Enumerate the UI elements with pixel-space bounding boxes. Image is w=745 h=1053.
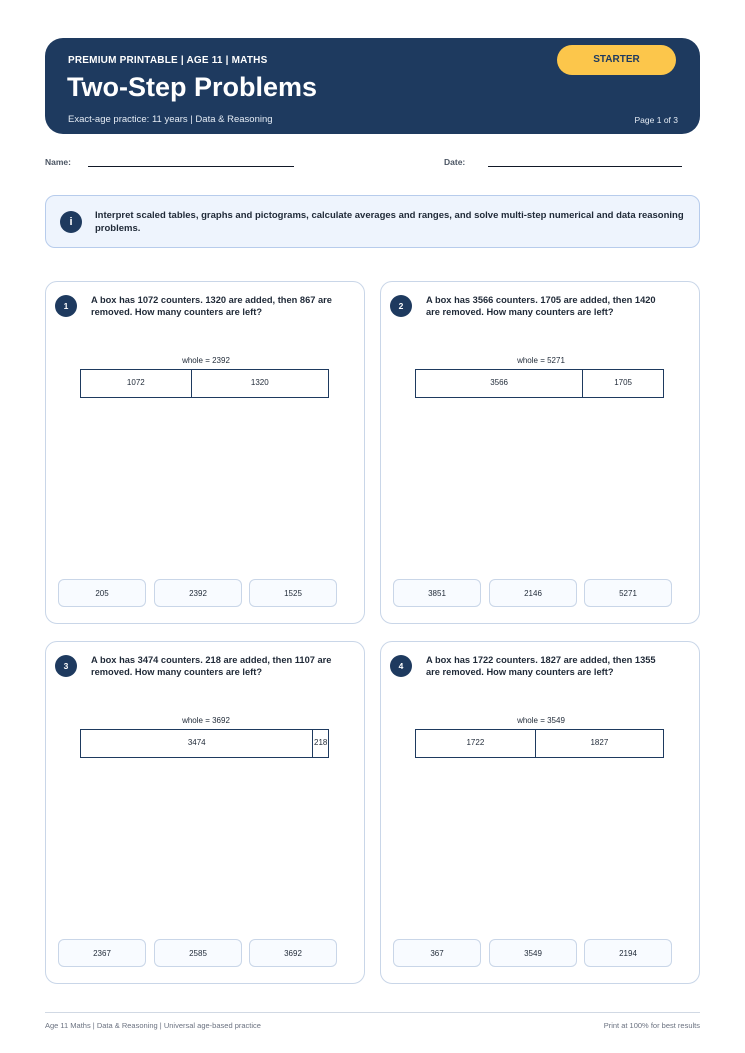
answer-option[interactable]: 3549 (489, 939, 577, 967)
bar-model-part: 1705 (614, 378, 632, 387)
date-field[interactable] (488, 166, 682, 167)
page-title: Two-Step Problems (67, 72, 318, 102)
bar-model-part: 1320 (250, 378, 269, 387)
header-subtitle: Exact-age practice: 11 years | Data & Reasoning (68, 114, 273, 125)
bar-model-part: 1722 (416, 730, 536, 757)
info-icon: i (60, 211, 82, 233)
bar-model-part: 3474 (81, 730, 313, 757)
question-number: 4 (390, 655, 412, 677)
answer-option[interactable]: 1525 (249, 579, 337, 607)
name-label: Name: (45, 157, 71, 167)
bar-model-part: 3566 (416, 370, 583, 397)
question-text: A box has 1072 counters. 1320 are added, then 867 are removed. How many counters are left? (91, 295, 332, 317)
answer-option[interactable]: 2194 (584, 939, 672, 967)
answer-options (393, 579, 676, 608)
name-field[interactable] (88, 166, 294, 167)
bar-model-part: 218 (314, 738, 328, 747)
problem-card (380, 281, 700, 624)
answer-option[interactable]: 367 (393, 939, 481, 967)
bar-model-part: 1072 (81, 370, 192, 397)
bar-model-part: 1827 (590, 738, 609, 747)
answer-option[interactable]: 5271 (584, 579, 672, 607)
answer-option[interactable]: 3851 (393, 579, 481, 607)
bar-model-whole-label: whole = 2392 (182, 356, 230, 365)
bar-model (415, 369, 664, 398)
answer-option[interactable]: 205 (58, 579, 146, 607)
question-text: A box has 3474 counters. 218 are added, then 1107 are removed. How many counters are left? (91, 655, 332, 677)
instructions-text: Interpret scaled tables, graphs and pictograms, calculate averages and ranges, and solve multi-step numerical and data reasoning problems. (95, 210, 684, 234)
instructions-panel (45, 195, 700, 248)
footer-right: Print at 100% for best results (603, 1021, 700, 1030)
answer-options (58, 579, 341, 608)
level-badge: STARTER (557, 45, 676, 75)
question-number: 2 (390, 295, 412, 317)
problem-card (380, 641, 700, 984)
answer-option[interactable]: 2392 (154, 579, 242, 607)
question-number: 1 (55, 295, 77, 317)
answer-options (393, 939, 676, 968)
problem-card (45, 641, 365, 984)
question-text: A box has 3566 counters. 1705 are added, then 1420 are removed. How many counters are left? (426, 295, 656, 317)
page-indicator: Page 1 of 3 (634, 115, 678, 125)
worksheet-header (45, 38, 700, 134)
answer-option[interactable]: 2367 (58, 939, 146, 967)
answer-option[interactable]: 3692 (249, 939, 337, 967)
answer-options (58, 939, 341, 968)
answer-option[interactable]: 2146 (489, 579, 577, 607)
bar-model (80, 729, 329, 758)
bar-model-whole-label: whole = 5271 (517, 356, 565, 365)
bar-model (415, 729, 664, 758)
problem-card (45, 281, 365, 624)
bar-model (80, 369, 329, 398)
footer-left: Age 11 Maths | Data & Reasoning | Universal age-based practice (45, 1021, 261, 1030)
footer-divider (45, 1012, 700, 1013)
bar-model-whole-label: whole = 3692 (182, 716, 230, 725)
bar-model-whole-label: whole = 3549 (517, 716, 565, 725)
question-number: 3 (55, 655, 77, 677)
date-label: Date: (444, 157, 466, 167)
header-kicker: PREMIUM PRINTABLE | AGE 11 | MATHS (68, 55, 268, 66)
question-text: A box has 1722 counters. 1827 are added, then 1355 are removed. How many counters are left? (426, 655, 656, 677)
answer-option[interactable]: 2585 (154, 939, 242, 967)
